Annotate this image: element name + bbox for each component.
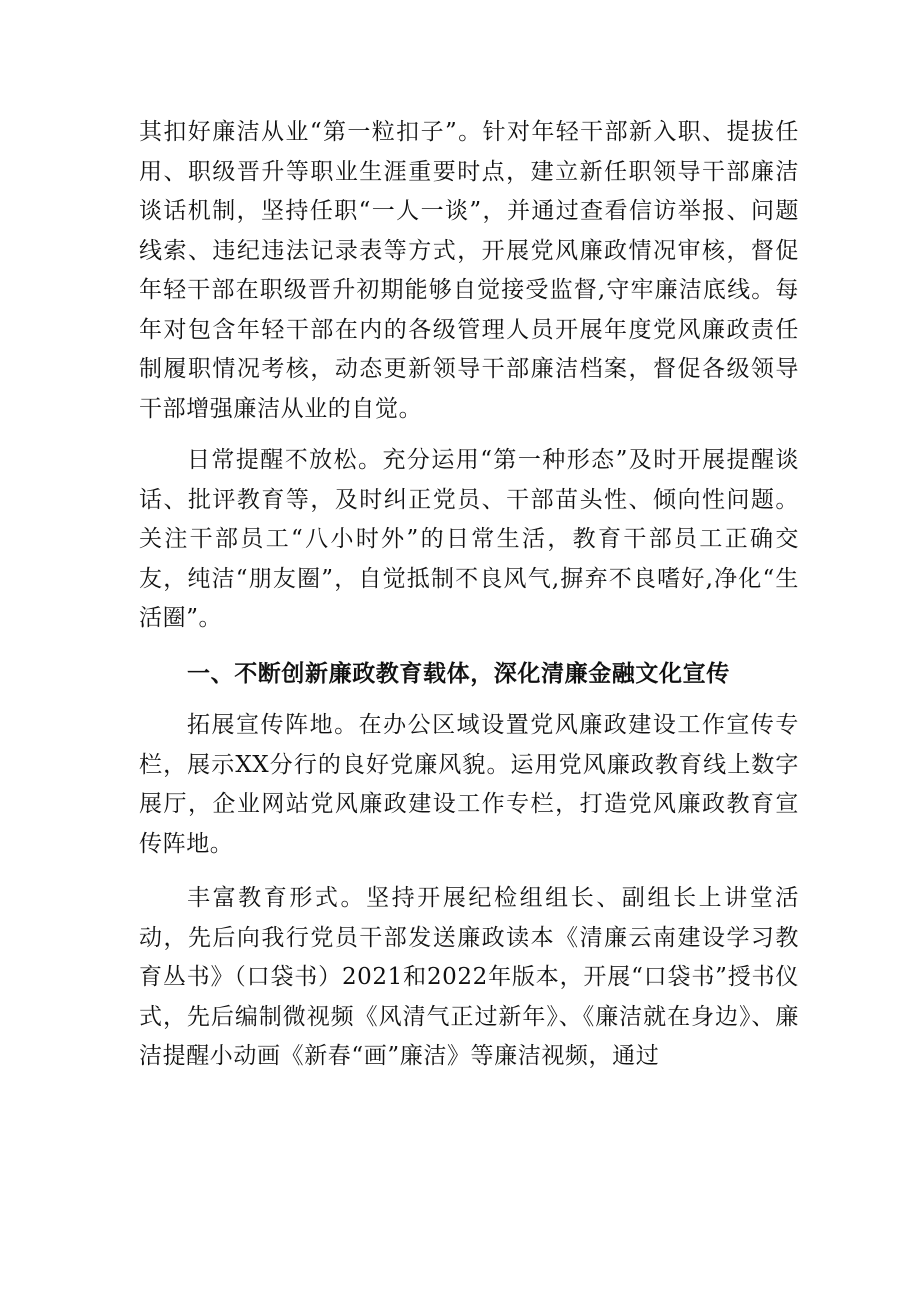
section-heading: 一、不断创新廉政教育载体，深化清廉金融文化宣传 [187, 660, 730, 687]
document-body [139, 113, 799, 1077]
paragraph-daily-reminders: 日常提醒不放松。充分运用“第一种形态”及时开展提醒谈话、批评教育等，及时纠正党员、干部苗头性、倾向性问题。关注干部员工“八小时外”的日常生活，教育干部员工正确交友，纯洁“朋友圈”，自觉抵制不良风气,摒弃不良嗜好,净化“生活圈”。 [139, 447, 799, 631]
paragraph-publicity-positions: 拓展宣传阵地。在办公区域设置党风廉政建设工作宣传专栏，展示XX分行的良好党廉风貌。运用党风廉政教育线上数字展厅，企业网站党风廉政建设工作专栏，打造党风廉政教育宣传阵地。 [139, 712, 799, 857]
paragraph-integrity-checks: 其扣好廉洁从业“第一粒扣子”。针对年轻干部新入职、提拔任用、职级晋升等职业生涯重要时点，建立新任职领导干部廉洁谈话机制，坚持任职“一人一谈”，并通过查看信访举报、问题线索、违纪违法记录表等方式，开展党风廉政情况审核，督促年轻干部在职级晋升初期能够自觉接受监督,守牢廉洁底线。每年对包含年轻干部在内的各级管理人员开展年度党风廉政责任制履职情况考核，动态更新领导干部廉洁档案，督促各级领导干部增强廉洁从业的自觉。 [139, 119, 799, 422]
paragraph-education-forms: 丰富教育形式。坚持开展纪检组组长、副组长上讲堂活动，先后向我行党员干部发送廉政读本《清廉云南建设学习教育丛书》（口袋书）2021和2022年版本，开展“口袋书”授书仪式，先后编制微视频《风清气正过新年》、《廉洁就在身边》、廉洁提醒小动画《新春“画”廉洁》等廉洁视频，通过 [139, 885, 799, 1069]
